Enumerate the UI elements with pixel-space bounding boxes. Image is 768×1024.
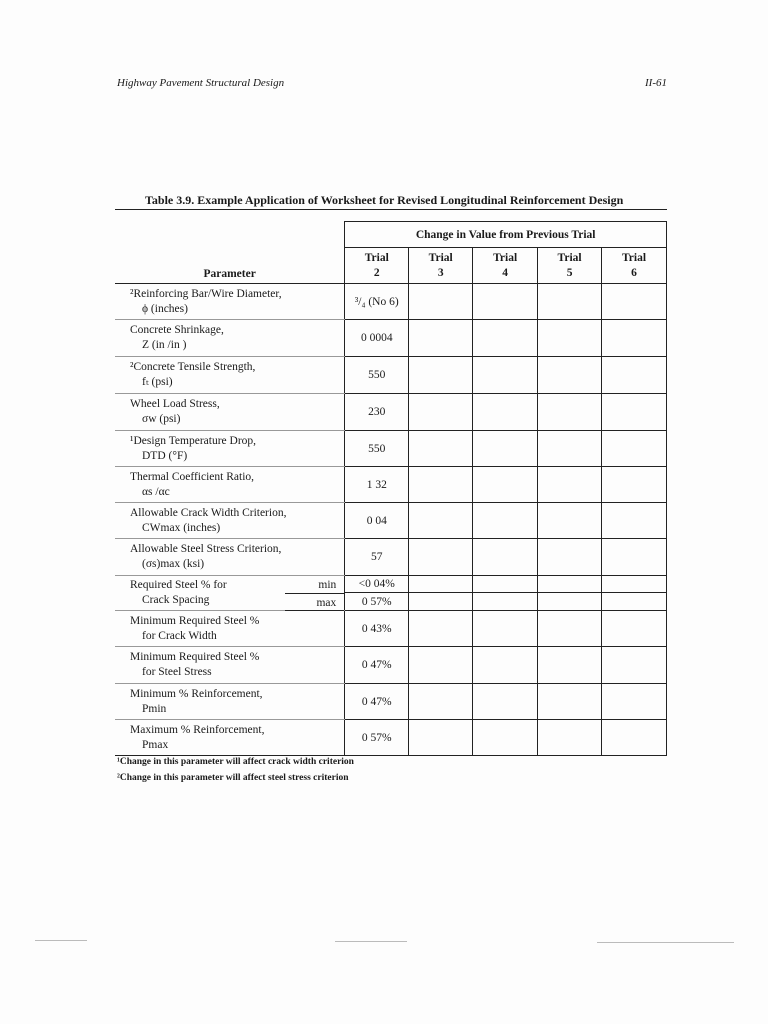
value-cell: 550 xyxy=(345,431,409,467)
table-row xyxy=(115,394,667,431)
trial-4-header: Trial 4 xyxy=(473,248,538,284)
table-row xyxy=(115,647,667,684)
table-row xyxy=(115,539,667,576)
table-row xyxy=(115,684,667,720)
param-cell-steel: Required Steel % for Crack Spacing min max xyxy=(115,576,345,611)
param-header-spacer xyxy=(115,222,345,248)
value-cell: 0 04 xyxy=(345,503,409,539)
worksheet-table xyxy=(115,221,667,756)
value-cell: 0 47% xyxy=(345,647,409,684)
table-row xyxy=(115,284,667,320)
param-cell: Maximum % Reinforcement, Pmax xyxy=(115,720,345,756)
table-row xyxy=(115,357,667,394)
trial-2-header: Trial 2 xyxy=(345,248,409,284)
footnote-2: ²Change in this parameter will affect steel stress criterion xyxy=(117,773,349,783)
group-header: Change in Value from Previous Trial xyxy=(345,222,667,248)
value-cell: ³/₄ (No 6) xyxy=(345,284,409,320)
value-cell: 550 xyxy=(345,357,409,394)
min-label: min xyxy=(318,579,337,591)
table-row xyxy=(115,720,667,756)
param-cell: Allowable Steel Stress Criterion, (σs)max (ksi) xyxy=(115,539,345,576)
max-value-cell: 0 57% xyxy=(345,593,409,611)
value-cell: 0 0004 xyxy=(345,320,409,357)
table-row xyxy=(115,431,667,467)
footnote-1: ¹Change in this parameter will affect crack width criterion xyxy=(117,757,354,767)
table-row xyxy=(115,467,667,503)
param-header: Parameter xyxy=(115,248,345,284)
table-row xyxy=(115,611,667,647)
param-cell: ²Concrete Tensile Strength, fₜ (psi) xyxy=(115,357,345,394)
trial-6-header: Trial 6 xyxy=(602,248,667,284)
trial-3-header: Trial 3 xyxy=(409,248,473,284)
param-cell: Thermal Coefficient Ratio, αs /αc xyxy=(115,467,345,503)
value-cell: 0 43% xyxy=(345,611,409,647)
table-row xyxy=(115,503,667,539)
param-cell: Wheel Load Stress, σw (psi) xyxy=(115,394,345,431)
param-cell: ²Reinforcing Bar/Wire Diameter, ϕ (inches) xyxy=(115,284,345,320)
value-cell: 0 57% xyxy=(345,720,409,756)
param-cell: Allowable Crack Width Criterion, CWmax (inches) xyxy=(115,503,345,539)
param-cell: ¹Design Temperature Drop, DTD (°F) xyxy=(115,431,345,467)
scan-artifact-line xyxy=(597,942,734,943)
value-cell: 0 47% xyxy=(345,684,409,720)
trial-5-header: Trial 5 xyxy=(538,248,602,284)
max-label: max xyxy=(316,597,337,609)
value-cell: 1 32 xyxy=(345,467,409,503)
param-cell: Minimum % Reinforcement, Pmin xyxy=(115,684,345,720)
title-rule xyxy=(115,209,667,210)
scan-artifact-line xyxy=(335,941,407,942)
table-row xyxy=(115,320,667,357)
min-value-cell: <0 04% xyxy=(345,576,409,593)
table-title: Table 3.9. Example Application of Worksheet for Revised Longitudinal Reinforcement Design xyxy=(145,193,624,207)
page-number: II-61 xyxy=(645,77,667,89)
table-row-steel-min xyxy=(115,576,667,593)
param-cell: Minimum Required Steel % for Steel Stress xyxy=(115,647,345,684)
value-cell: 230 xyxy=(345,394,409,431)
param-cell: Concrete Shrinkage, Z (in /in ) xyxy=(115,320,345,357)
scan-artifact-line xyxy=(35,940,87,941)
running-header-title: Highway Pavement Structural Design xyxy=(117,77,285,89)
param-cell: Minimum Required Steel % for Crack Width xyxy=(115,611,345,647)
value-cell: 57 xyxy=(345,539,409,576)
